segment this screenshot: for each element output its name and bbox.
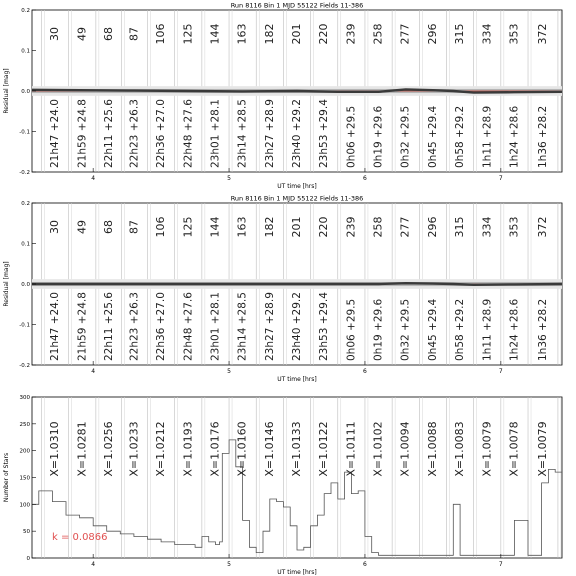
field-number-label: 182	[262, 216, 276, 238]
field-coord-label: 0h45 +29.4	[426, 298, 439, 361]
field-number-label: 68	[101, 220, 115, 234]
y-tick-label: -0.2	[19, 363, 30, 369]
field-number-label: 258	[371, 216, 385, 238]
field-coord-label: 1h24 +28.6	[508, 298, 521, 361]
field-coord-label: 23h40 +29.2	[291, 292, 303, 361]
field-coord-label: 0h06 +29.5	[345, 298, 358, 361]
field-number-label: 30	[48, 27, 62, 42]
field-number-label: 125	[181, 23, 195, 45]
field-coord-label: 21h47 +24.0	[49, 99, 62, 168]
field-number-label: 296	[425, 23, 439, 45]
airmass-label: X=1.0088	[425, 421, 439, 477]
field-coord-label: 23h14 +28.5	[236, 292, 249, 361]
x-tick-label: 4	[91, 561, 96, 568]
field-number-label: 201	[290, 216, 303, 238]
x-tick-label: 6	[363, 368, 367, 375]
x-axis-label: UT time [hrs]	[277, 569, 317, 576]
field-coord-label: 22h48 +27.6	[182, 99, 195, 168]
y-tick-label: 0.2	[21, 201, 30, 207]
field-coord-label: 22h36 +27.0	[155, 292, 168, 361]
field-number-label: 87	[127, 220, 141, 234]
residual-panel-1	[3, 2, 562, 191]
field-number-label: 125	[181, 216, 195, 238]
star-count-panel	[3, 395, 562, 576]
field-coord-label: 22h36 +27.0	[155, 99, 168, 168]
field-number-label: 334	[480, 23, 494, 45]
field-number-label: 315	[453, 216, 467, 238]
y-axis-label: Residual [mag]	[3, 261, 10, 307]
y-tick-label: 0.1	[21, 241, 30, 248]
field-number-label: 296	[425, 216, 439, 238]
field-coord-label: 21h59 +24.8	[76, 99, 89, 168]
field-number-label: 163	[235, 216, 249, 238]
x-tick-label: 4	[91, 175, 96, 182]
field-coord-label: 0h19 +29.6	[372, 298, 385, 361]
y-tick-label: 100	[19, 502, 30, 509]
x-axis-label: UT time [hrs]	[277, 183, 317, 190]
airmass-label: X=1.0212	[154, 421, 168, 477]
airmass-label: X=1.0102	[371, 421, 385, 477]
y-tick-label: -0.1	[19, 322, 30, 329]
field-number-label: 258	[371, 23, 385, 45]
airmass-label: X=1.0083	[453, 421, 467, 477]
field-coord-label: 22h48 +27.6	[182, 292, 195, 361]
x-tick-label: 5	[227, 175, 231, 182]
y-axis-label: Residual [mag]	[3, 68, 10, 114]
x-axis-label: UT time [hrs]	[277, 376, 317, 383]
field-number-label: 182	[262, 23, 276, 45]
field-coord-label: 0h19 +29.6	[372, 105, 385, 168]
airmass-label: X=1.0133	[290, 421, 303, 477]
field-number-label: 239	[344, 216, 358, 238]
field-number-label: 106	[154, 216, 168, 238]
x-tick-label: 5	[227, 368, 231, 375]
field-number-label: 144	[208, 216, 222, 238]
field-coord-label: 22h23 +26.3	[128, 99, 141, 168]
field-coord-label: 21h59 +24.8	[76, 292, 89, 361]
field-number-label: 334	[480, 216, 494, 238]
airmass-label: X=1.0079	[535, 421, 549, 477]
y-tick-label: 200	[19, 448, 30, 455]
field-number-label: 353	[507, 216, 521, 238]
panel-title: Run 8116 Bin 1 MJD 55122 Fields 11-386	[230, 1, 364, 10]
x-tick-label: 4	[91, 368, 96, 375]
y-tick-label: -0.2	[19, 170, 30, 176]
airmass-label: X=1.0079	[480, 421, 494, 477]
field-coord-label: 23h40 +29.2	[291, 99, 303, 168]
field-coord-label: 1h24 +28.6	[508, 105, 521, 168]
field-number-label: 239	[344, 23, 358, 45]
field-number-label: 277	[398, 23, 412, 45]
field-coord-label: 1h36 +28.2	[536, 105, 549, 168]
field-number-label: 106	[154, 23, 168, 45]
y-tick-label: 0.2	[21, 8, 30, 14]
field-coord-label: 23h14 +28.5	[236, 99, 249, 168]
field-coord-label: 23h53 +29.4	[318, 292, 331, 361]
field-coord-label: 0h32 +29.5	[399, 298, 412, 361]
field-number-label: 220	[317, 216, 331, 238]
field-coord-label: 1h36 +28.2	[536, 298, 549, 361]
airmass-label: X=1.0256	[101, 421, 115, 477]
panel-title: Run 8116 Bin 1 MJD 55122 Fields 11-386	[230, 194, 364, 203]
field-coord-label: 23h53 +29.4	[318, 99, 331, 168]
y-tick-label: 0.0	[21, 282, 30, 288]
field-coord-label: 0h58 +29.2	[454, 298, 467, 361]
x-tick-label: 5	[227, 561, 231, 568]
field-number-label: 68	[101, 27, 115, 41]
airmass-label: X=1.0160	[235, 421, 249, 477]
field-coord-label: 22h11 +25.6	[102, 99, 115, 168]
airmass-label: X=1.0078	[507, 421, 521, 477]
field-coord-label: 1h11 +28.9	[481, 298, 494, 361]
field-number-label: 87	[127, 27, 141, 41]
airmass-label: X=1.0281	[75, 421, 89, 477]
y-axis-label: Number of Stars	[3, 452, 10, 503]
field-number-label: 315	[453, 23, 467, 45]
residual-panel-2	[3, 195, 562, 384]
field-coord-label: 21h47 +24.0	[49, 292, 62, 361]
field-coord-label: 22h11 +25.6	[102, 292, 115, 361]
y-tick-label: -0.1	[19, 129, 30, 136]
field-coord-label: 1h11 +28.9	[481, 105, 494, 168]
airmass-label: X=1.0233	[127, 421, 141, 477]
y-tick-label: 300	[19, 395, 30, 401]
x-tick-label: 7	[498, 561, 503, 568]
extinction-annotation: k = 0.0866	[52, 532, 108, 543]
airmass-label: X=1.0111	[344, 421, 358, 477]
field-coord-label: 23h01 +28.1	[209, 99, 222, 168]
field-coord-label: 23h27 +28.9	[263, 292, 276, 361]
y-tick-label: 50	[23, 529, 30, 536]
airmass-label: X=1.0176	[208, 421, 222, 477]
airmass-label: X=1.0193	[181, 421, 195, 477]
field-number-label: 201	[290, 23, 303, 45]
y-tick-label: 0.1	[21, 48, 30, 55]
field-coord-label: 23h27 +28.9	[263, 99, 276, 168]
x-tick-label: 6	[363, 175, 367, 182]
field-coord-label: 0h45 +29.4	[426, 105, 439, 168]
field-number-label: 220	[317, 23, 331, 45]
y-tick-label: 0	[26, 556, 30, 562]
airmass-label: X=1.0122	[317, 421, 331, 477]
field-number-label: 144	[208, 23, 222, 45]
x-tick-label: 7	[498, 175, 503, 182]
y-tick-label: 0.0	[21, 89, 30, 95]
field-number-label: 163	[235, 23, 249, 45]
field-number-label: 49	[75, 220, 89, 234]
field-number-label: 372	[535, 23, 549, 45]
field-coord-label: 0h32 +29.5	[399, 105, 412, 168]
airmass-label: X=1.0310	[48, 421, 62, 477]
airmass-label: X=1.0146	[262, 421, 276, 477]
field-number-label: 353	[507, 23, 521, 45]
y-tick-label: 250	[19, 421, 30, 428]
x-tick-label: 6	[363, 561, 367, 568]
field-coord-label: 0h06 +29.5	[345, 105, 358, 168]
airmass-label: X=1.0094	[398, 421, 412, 477]
field-coord-label: 22h23 +26.3	[128, 292, 141, 361]
field-coord-label: 0h58 +29.2	[454, 105, 467, 168]
field-number-label: 30	[48, 220, 62, 234]
y-tick-label: 150	[19, 475, 30, 482]
field-number-label: 277	[398, 216, 412, 238]
x-tick-label: 7	[498, 368, 503, 375]
field-coord-label: 23h01 +28.1	[209, 292, 222, 361]
field-number-label: 372	[535, 216, 549, 238]
field-number-label: 49	[75, 27, 89, 41]
